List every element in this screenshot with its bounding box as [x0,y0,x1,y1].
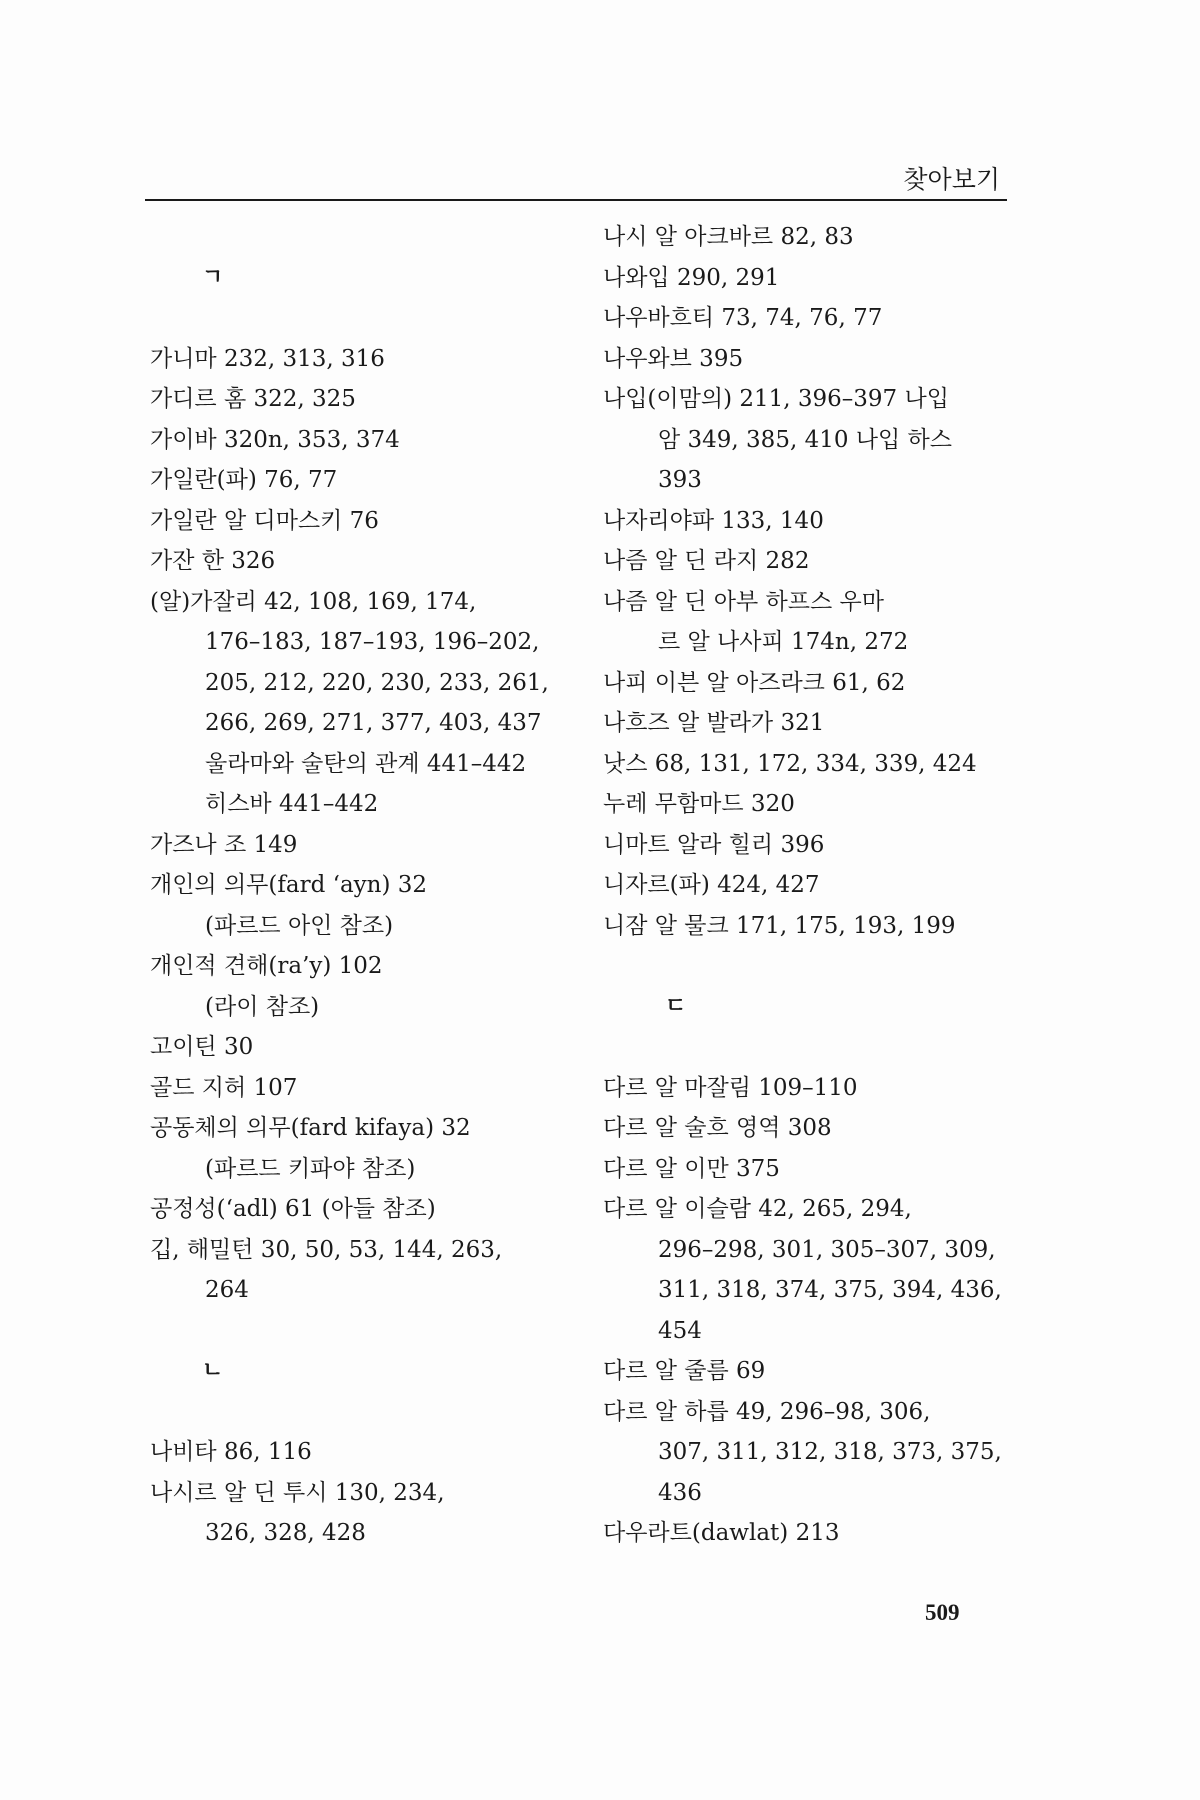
index-entry-continuation: 205, 212, 220, 230, 233, 261, [205,669,549,696]
spacer [150,1392,560,1433]
index-entry: 나비타 86, 116 [150,1439,312,1465]
index-entry: 나시르 알 딘 투시 130, 234, [150,1479,445,1506]
index-entry: 다르 알 마잘림 109–110 [603,1074,858,1101]
index-entry: 가이바 320n, 353, 374 [150,426,400,453]
index-entry: 가잔 한 326 [150,548,276,574]
index-entry-continuation: 436 [658,1479,702,1506]
index-entry-continuation: 454 [658,1317,702,1344]
index-entry: 나즘 알 딘 아부 하프스 우마 [603,588,884,615]
index-column-left [150,217,560,1554]
index-entry-continuation: (라이 참조) [205,993,320,1020]
index-entry-continuation: 르 알 나사피 174n, 272 [658,629,909,655]
index-entry: 나시 알 아크바르 82, 83 [603,224,854,250]
index-entry-continuation: 393 [658,467,702,493]
header-rule [145,199,1007,201]
index-entry: 나흐즈 알 발라가 321 [603,710,825,736]
index-entry: 다르 알 이슬람 42, 265, 294, [603,1196,912,1222]
index-entry: 가니마 232, 313, 316 [150,345,385,372]
index-entry: 니마트 알라 힐리 396 [603,831,825,858]
spacer [150,217,560,258]
index-entry: 다르 알 술흐 영역 308 [603,1115,832,1141]
index-entry: 다우라트(dawlat) 213 [603,1520,840,1546]
index-entry: 니잠 알 물크 171, 175, 193, 199 [603,912,956,939]
index-entry: 나와입 290, 291 [603,264,780,291]
index-entry-continuation: 266, 269, 271, 377, 403, 437 [205,710,542,736]
index-entry: 나즘 알 딘 라지 282 [603,548,810,574]
index-entry: 깁, 해밀턴 30, 50, 53, 144, 263, [150,1236,503,1263]
index-entry: 나피 이븐 알 아즈라크 61, 62 [603,669,906,696]
index-entry-continuation: 264 [205,1277,249,1303]
spacer [603,1027,1023,1068]
index-entry-continuation: 히스바 441–442 [205,791,379,817]
index-entry: 개인적 견해(ra’y) 102 [150,953,383,979]
index-entry: 나입(이맘의) 211, 396–397 나입 [603,386,949,412]
index-entry: 가즈나 조 149 [150,831,298,858]
index-entry-continuation: (파르드 키파야 참조) [205,1155,416,1182]
section-heading: ㄴ [202,1358,224,1383]
spacer [150,298,560,339]
index-entry: (알)가잘리 42, 108, 169, 174, [150,588,477,615]
index-entry: 다르 알 하릅 49, 296–98, 306, [603,1398,931,1425]
index-entry: 가일란 알 디마스키 76 [150,507,379,534]
index-entry-continuation: 326, 328, 428 [205,1520,366,1546]
index-entry: 누레 무함마드 320 [603,791,795,817]
index-column-right [603,217,1023,1554]
index-entry: 공동체의 의무(fard kifaya) 32 [150,1115,471,1141]
spacer [150,1311,560,1352]
index-entry: 공정성(‘adl) 61 (아들 참조) [150,1196,436,1222]
index-entry: 나자리야파 133, 140 [603,507,824,534]
index-entry: 개인의 의무(fard ‘ayn) 32 [150,872,428,898]
section-heading: ㄱ [202,264,224,290]
index-entry: 고이틴 30 [150,1034,254,1060]
index-entry: 니자르(파) 424, 427 [603,872,820,898]
index-entry: 골드 지허 107 [150,1074,298,1101]
running-head: 찾아보기 [903,165,1000,194]
index-entry: 낫스 68, 131, 172, 334, 339, 424 [603,750,977,777]
index-entry: 나우바흐티 73, 74, 76, 77 [603,305,883,331]
index-entry-continuation: 307, 311, 312, 318, 373, 375, [658,1439,1002,1465]
index-entry: 다르 알 줄름 69 [603,1358,766,1384]
index-entry: 가디르 홈 322, 325 [150,386,356,412]
index-entry-continuation: (파르드 아인 참조) [205,912,394,939]
index-entry: 나우와브 395 [603,345,744,372]
index-entry-continuation: 296–298, 301, 305–307, 309, [658,1236,996,1263]
index-entry: 가일란(파) 76, 77 [150,467,338,493]
index-entry-continuation: 암 349, 385, 410 나입 하스 [658,426,952,453]
index-entry: 다르 알 이만 375 [603,1155,780,1182]
page-number: 509 [925,1600,960,1625]
index-entry-continuation: 울라마와 술탄의 관계 441–442 [205,750,527,777]
spacer [603,946,1023,987]
index-entry-continuation: 176–183, 187–193, 196–202, [205,629,540,655]
section-heading: ㄷ [665,993,687,1019]
index-entry-continuation: 311, 318, 374, 375, 394, 436, [658,1277,1002,1303]
